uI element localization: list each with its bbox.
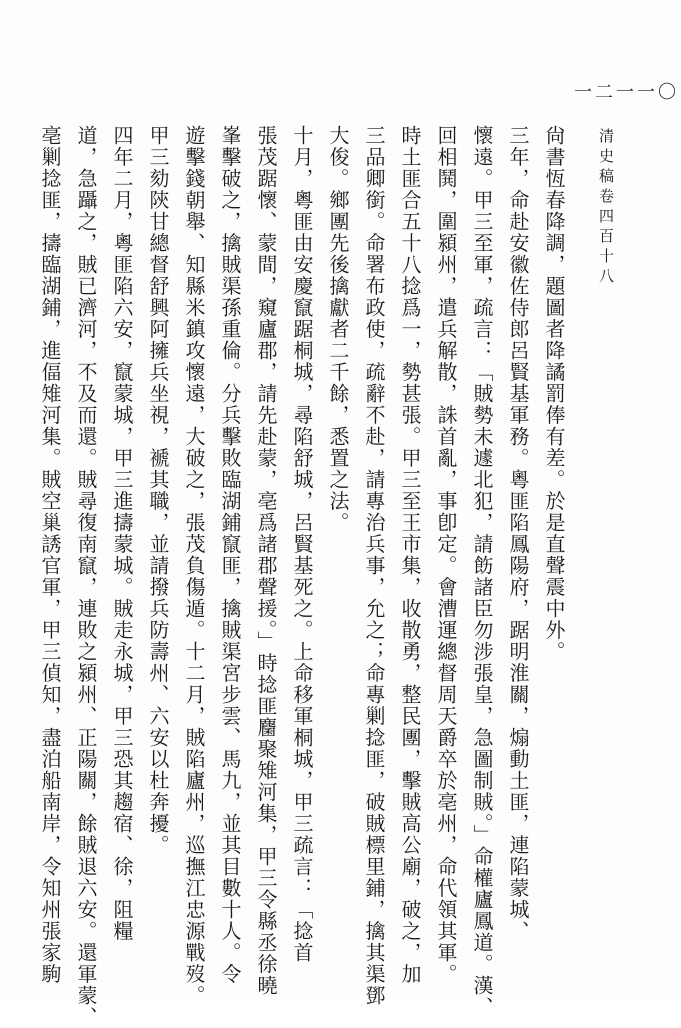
text-column: 道，急躡之，賊已濟河，不及而還。賊尋復南竄，連敗之潁州、正陽關，餘賊退六安。還軍蒙、 xyxy=(74,125,98,1028)
text-column: 尙書恆春降調，題圖者降譎罰俸有差。於是直聲震中外。 xyxy=(542,125,566,663)
text-column: 遊擊錢朝舉、知縣米鎮攻懷遠，大破之，張茂負傷遁。十二月，賊陷廬州，巡撫江忠源戰歿。 xyxy=(182,125,206,1007)
text-column: 懷遠。甲三至軍，疏言：「賊勢未遽北犯，請飭諸臣勿涉張皇，急圖制賊。」命權廬鳳道。漢、 xyxy=(470,125,494,1018)
text-column: 三品卿銜。命署布政使，疏辭不赴，請專治兵事，允之；命專剿捻匪，破賊標里鋪，擒其渠鄧 xyxy=(362,125,386,1007)
text-column: 三年，命赴安徽佐侍郎呂賢基軍務。粵匪陷鳳陽府，踞明淮關，煽動土匪，連陷蒙城、 xyxy=(506,125,530,942)
text-column: 亳剿捻匪，擣臨湖鋪，進偪雉河集。賊空巢誘官軍，甲三偵知，盡泊船南岸，令知州張家駒 xyxy=(38,125,62,985)
page-number: 一二一一〇 xyxy=(574,82,679,103)
text-column: 十月，粵匪由安慶竄踞桐城，尋陷舒城，呂賢基死之。上命移軍桐城，甲三疏言：「捻首 xyxy=(290,125,314,964)
text-column: 大俊。鄉團先後擒獻者二千餘，悉置之法。 xyxy=(326,125,350,534)
running-title: 清史稿卷四百十八 xyxy=(597,128,615,288)
text-column: 時土匪合五十八捻爲一，勢甚張。甲三至王市集，收散勇，整民團，擊賊高公廟，破之，加 xyxy=(398,125,422,985)
text-column: 回相鬨，圍潁州，遣兵解散，誅首亂，事卽定。會漕運總督周天爵卒於亳州，命代領其軍。 xyxy=(434,125,458,985)
text-column: 峯擊破之，擒賊渠孫重倫。分兵擊敗臨湖鋪竄匪，擒賊渠宮步雲、馬九，並其目數十人。令 xyxy=(218,125,242,985)
text-column: 張茂踞懷、蒙間，窺廬郡，請先赴蒙，亳爲諸郡聲援。」時捻匪麕聚雉河集，甲三令縣丞徐曉 xyxy=(254,125,278,997)
text-column: 甲三劾陝甘總督舒興阿擁兵坐視，褫其職，並請撥兵防壽州、六安以杜奔擾。 xyxy=(146,125,170,856)
text-column: 四年二月，粵匪陷六安，竄蒙城，甲三進擣蒙城。賊走永城，甲三恐其趨宿、徐，阻糧 xyxy=(110,125,134,942)
